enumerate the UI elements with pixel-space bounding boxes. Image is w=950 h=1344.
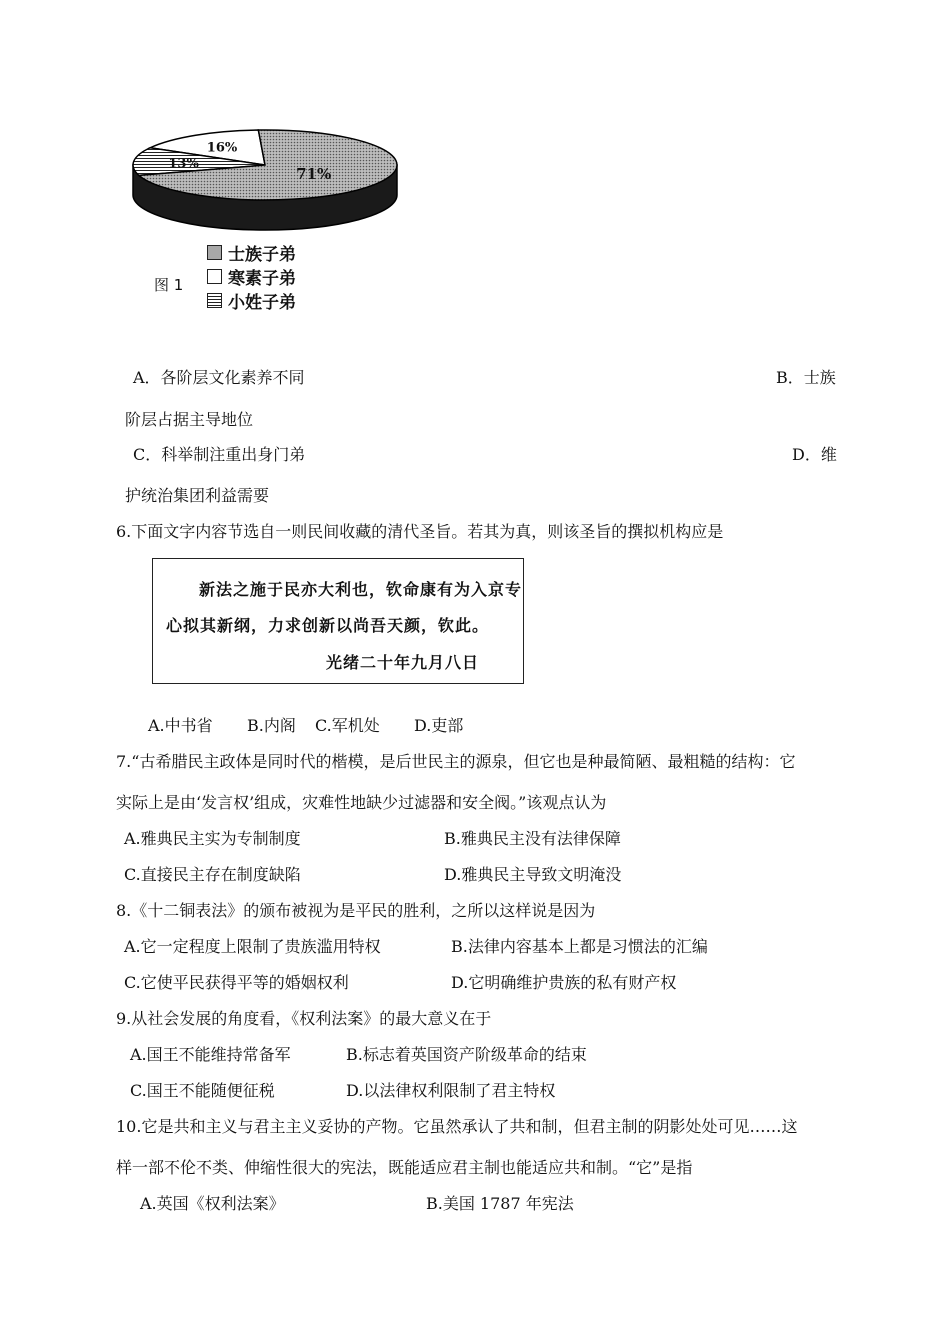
q5-option-d-start: D．维 (792, 445, 837, 464)
q9-stem: 9.从社会发展的角度看，《权利法案》的最大意义在于 (116, 1009, 492, 1028)
q8-option-a: A.它一定程度上限制了贵族滥用特权 (124, 937, 381, 956)
q9-option-c: C.国王不能随便征税 (130, 1081, 275, 1100)
q8-option-b: B.法律内容基本上都是习惯法的汇编 (451, 937, 708, 956)
q7-option-a: A.雅典民主实为专制制度 (124, 829, 301, 848)
edict-box (152, 558, 524, 684)
q10-option-a: A.英国《权利法案》 (140, 1194, 285, 1213)
q8-option-c: C.它使平民获得平等的婚姻权利 (124, 973, 349, 992)
legend-swatch-blank (207, 269, 222, 284)
legend-label: 寒素子弟 (228, 268, 296, 289)
q7-stem-line-2: 实际上是由‘发言权’组成，灾难性地缺少过滤器和安全阀。”该观点认为 (116, 793, 607, 812)
q9-option-a: A.国王不能维持常备军 (130, 1045, 291, 1064)
q6-option-b: B.内阁 (247, 716, 296, 735)
q7-option-b: B.雅典民主没有法律保障 (444, 829, 621, 848)
q7-option-c: C.直接民主存在制度缺陷 (124, 865, 301, 884)
q8-option-d: D.它明确维护贵族的私有财产权 (451, 973, 677, 992)
q10-stem-line-2: 样一部不伦不类、伸缩性很大的宪法，既能适应君主制也能适应共和制。“它”是指 (116, 1158, 693, 1177)
legend-item-xiaoxing (207, 288, 296, 312)
q7-option-d: D.雅典民主导致文明淹没 (444, 865, 622, 884)
q5-option-d-end: 护统治集团利益需要 (125, 486, 270, 505)
edict-date: 光绪二十年九月八日 (326, 653, 480, 672)
q9-option-b: B.标志着英国资产阶级革命的结束 (346, 1045, 587, 1064)
q6-option-d: D.吏部 (414, 716, 464, 735)
figure-caption: 图 1 (154, 276, 184, 294)
q8-stem: 8.《十二铜表法》的颁布被视为是平民的胜利，之所以这样说是因为 (116, 901, 596, 920)
q5-option-b-end: 阶层占据主导地位 (125, 410, 254, 429)
legend-swatch-lines (207, 293, 222, 308)
legend-label: 小姓子弟 (228, 292, 296, 313)
q10-option-b: B.美国 1787 年宪法 (426, 1194, 574, 1213)
q5-option-c: C．科举制注重出身门弟 (133, 445, 306, 464)
legend-label: 士族子弟 (228, 244, 296, 265)
legend-swatch-dotted (207, 245, 222, 260)
legend-item-hansu (207, 264, 296, 288)
pie-legend (207, 240, 296, 312)
legend-item-shizu (207, 240, 296, 264)
edict-line-2: 心拟其新纲，力求创新以尚吾天颜，钦此。 (166, 616, 490, 635)
pie-slice-label: 71% (296, 165, 332, 184)
edict-line-1: 新法之施于民亦大利也，钦命康有为入京专 (199, 580, 523, 599)
q10-stem-line-1: 10.它是共和主义与君主主义妥协的产物。它虽然承认了共和制，但君主制的阴影处处可见……这 (116, 1117, 798, 1136)
q9-option-d: D.以法律权利限制了君主特权 (346, 1081, 556, 1100)
q5-option-a: A．各阶层文化素养不同 (133, 368, 305, 387)
q6-stem: 6.下面文字内容节选自一则民间收藏的清代圣旨。若其为真，则该圣旨的撰拟机构应是 (116, 522, 724, 541)
q7-stem-line-1: 7.“古希腊民主政体是同时代的楷模，是后世民主的源泉，但它也是种最简陋、最粗糙的结构：它 (116, 752, 796, 771)
q6-option-a: A.中书省 (148, 716, 213, 735)
q6-option-c: C.军机处 (315, 716, 380, 735)
pie-slice-label: 16% (206, 140, 238, 156)
pie-slice-label: 13% (168, 156, 199, 172)
q5-option-b-start: B．士族 (776, 368, 836, 387)
